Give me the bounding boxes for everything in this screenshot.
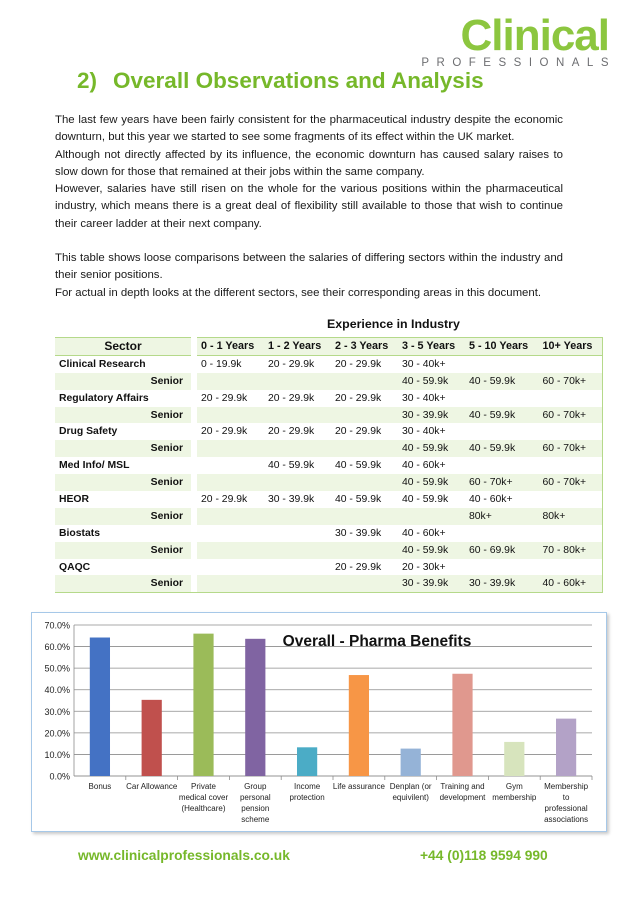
- salary-cell: 20 - 29.9k: [334, 561, 382, 573]
- salary-cell: 30 - 39.9k: [465, 575, 539, 592]
- x-tick-label: personal: [239, 793, 271, 802]
- paragraph: This table shows loose comparisons between the salaries of differing sectors within the industry and their senior positions.: [55, 252, 563, 282]
- salary-cell: [539, 559, 603, 576]
- bar: [90, 638, 110, 776]
- x-tick-label: Denplan (or: [389, 782, 432, 791]
- salary-cell: 40 - 59.9k: [398, 542, 465, 559]
- salary-cell: 40 - 59.9k: [334, 493, 382, 505]
- table-row: [55, 457, 603, 474]
- salary-cell: [197, 474, 264, 491]
- column-header: 0 - 1 Years: [197, 338, 264, 356]
- section-title-text: Overall Observations and Analysis: [113, 68, 484, 93]
- salary-cell: [465, 390, 539, 407]
- y-tick-label: 70.0%: [44, 620, 70, 631]
- salary-cell: 20 - 29.9k: [267, 426, 315, 438]
- salary-cell: [465, 423, 539, 440]
- salary-cell: [264, 525, 331, 542]
- salary-cell: [197, 373, 264, 390]
- x-tick-label: Group: [244, 782, 267, 791]
- salary-cell: [539, 390, 603, 407]
- salary-cell: [331, 575, 398, 592]
- salary-cell: [197, 508, 264, 525]
- salary-cell: 20 - 29.9k: [201, 426, 248, 438]
- table-row: [55, 542, 603, 559]
- y-tick-label: 20.0%: [44, 728, 70, 739]
- bar: [193, 634, 213, 776]
- logo-wordmark: Clinical: [460, 11, 609, 60]
- salary-cell: [331, 373, 398, 390]
- senior-label: Senior: [55, 407, 191, 424]
- salary-cell: [331, 474, 398, 491]
- salary-cell: 20 - 29.9k: [201, 493, 248, 505]
- sector-label: Drug Safety: [59, 426, 118, 438]
- salary-cell: [331, 440, 398, 457]
- salary-cell: 20 - 30k+: [401, 561, 446, 573]
- column-header: 3 - 5 Years: [398, 338, 465, 356]
- salary-cell: 40 - 59.9k: [398, 440, 465, 457]
- salary-cell: [197, 407, 264, 424]
- section-number: 2): [77, 68, 98, 93]
- salary-cell: [331, 508, 398, 525]
- salary-cell: 60 - 70k+: [539, 440, 603, 457]
- column-header: 1 - 2 Years: [264, 338, 331, 356]
- x-tick-label: professional: [544, 804, 588, 813]
- senior-label: Senior: [55, 542, 191, 559]
- salary-cell: [197, 559, 264, 576]
- senior-label: Senior: [55, 440, 191, 457]
- x-tick-label: Private: [191, 782, 216, 791]
- salary-cell: 30 - 40k+: [401, 358, 446, 370]
- logo-subtitle: PROFESSIONALS: [421, 57, 616, 69]
- bar: [401, 749, 421, 776]
- salary-table: [55, 337, 603, 593]
- x-tick-label: Gym: [505, 782, 523, 791]
- company-logo: [421, 11, 616, 69]
- sector-label: Med Info/ MSL: [59, 460, 130, 472]
- salary-cell: [539, 423, 603, 440]
- salary-cell: [465, 355, 539, 372]
- salary-cell: [197, 457, 264, 474]
- section-title: [77, 68, 484, 94]
- paragraph: Although not directly affected by its influence, the economic downturn has caused salary raises to slow down for those that remained at their jobs within the same company.: [55, 148, 563, 178]
- salary-cell: [465, 559, 539, 576]
- benefits-chart-svg: [32, 613, 606, 831]
- salary-cell: 40 - 59.9k: [334, 460, 382, 472]
- table-row: [55, 423, 603, 440]
- salary-cell: [264, 575, 331, 592]
- senior-label: Senior: [55, 474, 191, 491]
- table-row: [55, 491, 603, 508]
- y-tick-label: 60.0%: [44, 642, 70, 653]
- x-tick-label: equivilent): [392, 793, 429, 802]
- y-tick-label: 10.0%: [44, 749, 70, 760]
- x-tick-label: (Healthcare): [181, 804, 226, 813]
- bar: [142, 700, 162, 776]
- salary-cell: 40 - 59.9k: [267, 460, 315, 472]
- salary-cell: [264, 440, 331, 457]
- salary-cell: 40 - 60k+: [401, 460, 446, 472]
- salary-cell: [264, 474, 331, 491]
- salary-cell: [331, 407, 398, 424]
- table-row: [55, 474, 603, 491]
- salary-cell: 40 - 60k+: [468, 493, 513, 505]
- table-row: [55, 355, 603, 372]
- salary-cell: 30 - 39.9k: [334, 527, 382, 539]
- salary-cell: [264, 373, 331, 390]
- x-tick-label: Membership: [544, 782, 589, 791]
- y-tick-label: 40.0%: [44, 685, 70, 696]
- table-heading: Experience in Industry: [327, 317, 460, 331]
- bar: [349, 675, 369, 776]
- bar: [245, 639, 265, 776]
- senior-label: Senior: [55, 575, 191, 592]
- paragraph: The last few years have been fairly consistent for the pharmaceutical industry despite the economic downturn, but this year we started to see some fragments of its effect within the UK market.: [55, 114, 563, 144]
- table-row: [55, 373, 603, 390]
- salary-cell: 60 - 70k+: [539, 474, 603, 491]
- salary-cell: 20 - 29.9k: [267, 358, 315, 370]
- x-tick-label: Income: [293, 782, 321, 791]
- salary-cell: 80k+: [539, 508, 603, 525]
- salary-cell: 20 - 29.9k: [267, 392, 315, 404]
- column-header: 2 - 3 Years: [331, 338, 398, 356]
- sector-label: HEOR: [59, 493, 90, 505]
- salary-cell: [465, 457, 539, 474]
- salary-cell: 60 - 70k+: [539, 407, 603, 424]
- table-row: [55, 559, 603, 576]
- salary-cell: [539, 355, 603, 372]
- table-row: [55, 440, 603, 457]
- salary-cell: 40 - 60k+: [401, 527, 446, 539]
- salary-cell: [465, 525, 539, 542]
- salary-cell: 40 - 60k+: [539, 575, 603, 592]
- x-tick-label: Car Allowance: [126, 782, 178, 791]
- column-header: 5 - 10 Years: [465, 338, 539, 356]
- bar: [504, 742, 524, 776]
- salary-cell: 40 - 59.9k: [465, 440, 539, 457]
- column-header: Sector: [55, 338, 191, 356]
- salary-cell: 40 - 59.9k: [398, 373, 465, 390]
- x-tick-label: development: [439, 793, 486, 802]
- sector-label: Regulatory Affairs: [59, 392, 149, 404]
- bar: [556, 719, 576, 776]
- salary-cell: 20 - 29.9k: [334, 392, 382, 404]
- table-row: [55, 407, 603, 424]
- x-tick-label: pension: [241, 804, 270, 813]
- table-row: [55, 390, 603, 407]
- table-row: [55, 525, 603, 542]
- salary-cell: [539, 457, 603, 474]
- salary-cell: 20 - 29.9k: [334, 426, 382, 438]
- salary-cell: 40 - 59.9k: [465, 407, 539, 424]
- x-tick-label: membership: [492, 793, 537, 802]
- salary-cell: 60 - 70k+: [539, 373, 603, 390]
- salary-cell: 30 - 39.9k: [267, 493, 315, 505]
- salary-cell: [539, 491, 603, 508]
- salary-cell: [197, 440, 264, 457]
- salary-cell: [264, 407, 331, 424]
- salary-cell: [197, 575, 264, 592]
- x-tick-label: protection: [289, 793, 325, 802]
- salary-cell: 40 - 59.9k: [465, 373, 539, 390]
- salary-cell: 60 - 70k+: [465, 474, 539, 491]
- footer-phone: +44 (0)118 9594 990: [420, 848, 548, 863]
- x-tick-label: associations: [544, 815, 589, 824]
- salary-cell: 40 - 59.9k: [398, 474, 465, 491]
- bar: [452, 674, 472, 776]
- paragraph: However, salaries have still risen on the whole for the various positions within the pharmaceutical industry, which means there is a great deal of flexibility still available to those that wish to continue their career ladder at their next company.: [55, 183, 563, 230]
- salary-cell: 40 - 59.9k: [401, 493, 449, 505]
- salary-cell: 30 - 39.9k: [398, 407, 465, 424]
- x-tick-label: scheme: [241, 815, 270, 824]
- paragraph: For actual in depth looks at the different sectors, see their corresponding areas in this document.: [55, 286, 542, 299]
- x-tick-label: Bonus: [88, 782, 112, 791]
- bar: [297, 747, 317, 776]
- x-tick-label: Training and: [440, 782, 485, 791]
- salary-cell: 60 - 69.9k: [465, 542, 539, 559]
- salary-cell: 70 - 80k+: [539, 542, 603, 559]
- salary-cell: 80k+: [465, 508, 539, 525]
- x-tick-label: Life assurance: [332, 782, 385, 791]
- salary-cell: 20 - 29.9k: [201, 392, 248, 404]
- salary-cell: 30 - 39.9k: [398, 575, 465, 592]
- table-row: [55, 508, 603, 525]
- y-tick-label: 50.0%: [44, 663, 70, 674]
- benefits-chart: [31, 612, 607, 832]
- senior-label: Senior: [55, 373, 191, 390]
- senior-label: Senior: [55, 508, 191, 525]
- salary-cell: [197, 525, 264, 542]
- salary-cell: 20 - 29.9k: [334, 358, 382, 370]
- salary-cell: [398, 508, 465, 525]
- table-header-row: [55, 338, 603, 356]
- sector-label: Clinical Research: [59, 358, 146, 370]
- salary-cell: [331, 542, 398, 559]
- salary-cell: [264, 508, 331, 525]
- body-text: [55, 112, 563, 302]
- column-header: 10+ Years: [539, 338, 603, 356]
- salary-cell: [197, 542, 264, 559]
- y-tick-label: 0.0%: [49, 771, 70, 782]
- salary-cell: 30 - 40k+: [401, 426, 446, 438]
- y-tick-label: 30.0%: [44, 706, 70, 717]
- footer-website[interactable]: www.clinicalprofessionals.co.uk: [78, 848, 290, 863]
- salary-cell: [539, 525, 603, 542]
- chart-title: Overall - Pharma Benefits: [282, 633, 472, 650]
- x-tick-label: to: [562, 793, 570, 802]
- sector-label: QAQC: [59, 561, 91, 573]
- salary-cell: [264, 542, 331, 559]
- table-row: [55, 575, 603, 592]
- salary-cell: [264, 559, 331, 576]
- salary-cell: 0 - 19.9k: [201, 358, 242, 370]
- x-tick-label: medical cover: [178, 793, 229, 802]
- salary-cell: 30 - 40k+: [401, 392, 446, 404]
- sector-label: Biostats: [59, 527, 100, 539]
